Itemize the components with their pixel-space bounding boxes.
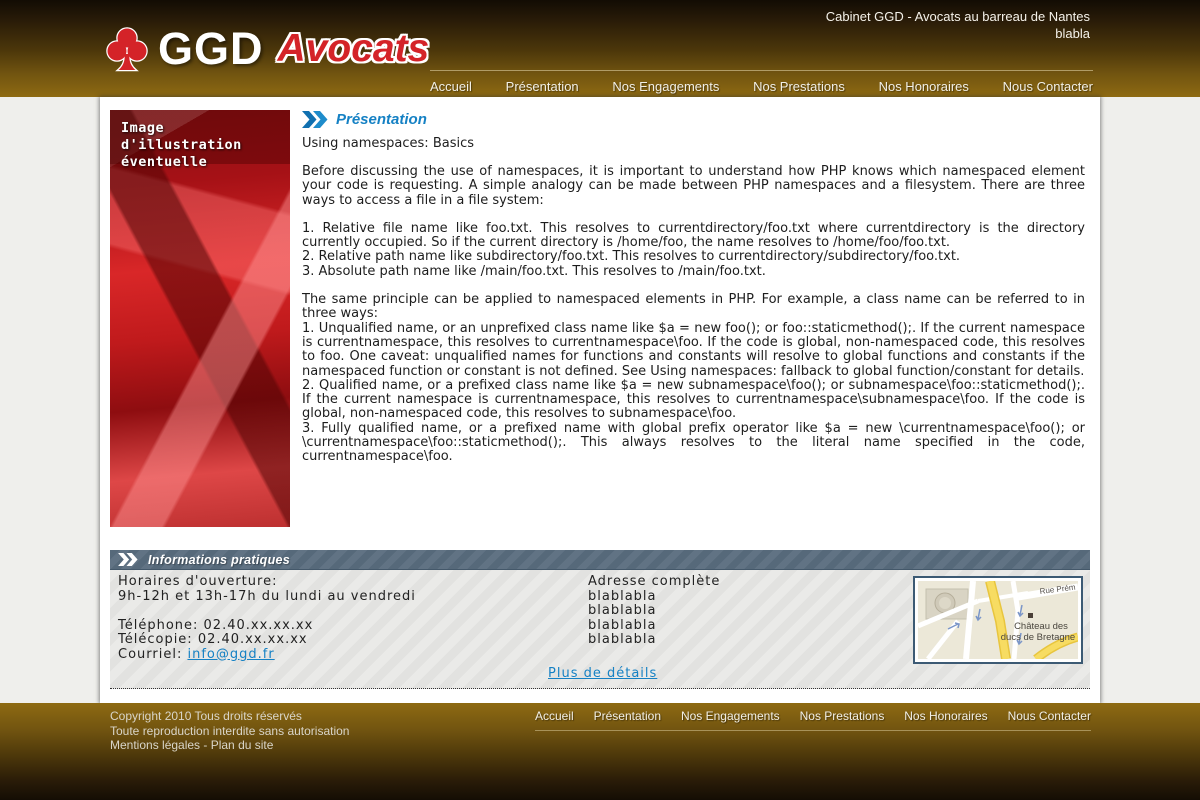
list-item: 2. Relative path name like subdirectory/foo.txt. This resolves to currentdirectory/subdirectory/foo.txt.	[302, 249, 961, 265]
nav-accueil[interactable]: Accueil	[430, 79, 472, 94]
illustration-caption: Image d'illustration éventuelle	[121, 120, 242, 170]
double-chevron-icon	[302, 111, 328, 128]
list-item: 3. Absolute path name like /main/foo.txt. This resolves to /main/foo.txt.	[302, 263, 766, 279]
phone-line: Téléphone: 02.40.xx.xx.xx	[118, 617, 314, 633]
footer-nav	[535, 709, 1091, 731]
copyright-line1: Copyright 2010 Tous droits réservés	[110, 709, 302, 723]
file-access-list	[302, 222, 1085, 279]
tagline-line1: Cabinet GGD - Avocats au barreau de Nantes	[825, 9, 1090, 24]
list-item: 1. Unqualified name, or an unprefixed class name like $a = new foo(); or foo::staticmethod();. If the current namespace is currentnamespace, this resolves to currentnamespace\foo. If the code is global, non-namespaced code, this resolves to foo. One caveat: unqualified names for functions and constants will resolve to global functions and constants if the namespaced function or constant is not defined. See Using namespaces: fallback to global function/constant for details.	[302, 320, 1085, 379]
email-link[interactable]: info@ggd.fr	[187, 646, 275, 662]
fax-line: Télécopie: 02.40.xx.xx.xx	[118, 632, 308, 647]
paragraph-1: Before discussing the use of namespaces, it is important to understand how PHP knows which namespaced element your code is requesting. A simple analogy can be made between PHP namespaces and a filesystem. There are three ways to access a file in a file system:	[302, 164, 1085, 208]
logo-suffix-text: Avocats	[277, 27, 430, 70]
nav-contacter[interactable]: Nous Contacter	[1002, 79, 1093, 94]
content-wrapper	[100, 97, 1100, 703]
hours-label: Horaires d'ouverture:	[118, 574, 278, 589]
site-footer	[0, 703, 1200, 800]
site-header	[0, 0, 1200, 97]
double-chevron-icon	[118, 553, 138, 566]
section-heading	[302, 111, 1085, 128]
legal-links[interactable]: Mentions légales - Plan du site	[110, 738, 274, 752]
address-line: blablabla	[588, 603, 657, 618]
logo-brand-text: GGD	[158, 23, 264, 74]
copyright-block	[110, 709, 349, 753]
header-nav	[430, 70, 1093, 94]
nav-engagements[interactable]: Nos Engagements	[612, 79, 720, 94]
address-line: blablabla	[588, 632, 657, 647]
map-street-label: Rue Prém	[1039, 582, 1076, 596]
info-section-header	[110, 550, 1090, 570]
address-label: Adresse complète	[588, 574, 721, 589]
address-line: blablabla	[588, 588, 657, 604]
tagline-line2: blabla	[1055, 26, 1090, 41]
list-item: 2. Qualified name, or a prefixed class name like $a = new subnamespace\foo(); or subnamespace\foo::staticmethod();. If the current namespace is currentnamespace, this resolves to currentnamespace\subnamespace\foo. If the code is global, non-namespaced code, this resolves to subnamespace\foo.	[302, 377, 1085, 422]
more-details-link[interactable]: Plus de détails	[548, 666, 658, 681]
hours-value: 9h-12h et 13h-17h du lundi au vendredi	[118, 588, 416, 604]
list-item: 1. Relative file name like foo.txt. This resolves to currentdirectory/foo.txt where currentdirectory is the directory currently occupied. So if the current directory is /home/foo, the name resolves to /home/foo/foo.txt.	[302, 220, 1085, 251]
main-article	[302, 111, 1085, 465]
map-poi-label: Château des	[1014, 621, 1068, 632]
illustration-image	[110, 110, 290, 527]
info-section-body	[110, 570, 1090, 689]
footer-nav-honoraires[interactable]: Nos Honoraires	[904, 709, 988, 723]
nav-honoraires[interactable]: Nos Honoraires	[878, 79, 969, 94]
page-title: Présentation	[336, 111, 427, 128]
footer-nav-contacter[interactable]: Nous Contacter	[1007, 709, 1091, 723]
info-section-title: Informations pratiques	[148, 552, 291, 567]
map-poi-label: ducs de Bretagne	[1000, 632, 1076, 643]
opening-hours-block	[118, 575, 416, 662]
name-resolution-list	[302, 322, 1085, 465]
address-line: blablabla	[588, 617, 657, 633]
club-icon	[106, 26, 148, 72]
footer-nav-prestations[interactable]: Nos Prestations	[799, 709, 885, 723]
list-item: 3. Fully qualified name, or a prefixed name with global prefix operator like $a = new \currentnamespace\foo(); or \currentnamespace\foo::staticmethod();. This always resolves to the literal name specified in the code, currentnamespace\foo.	[302, 420, 1085, 465]
footer-nav-engagements[interactable]: Nos Engagements	[680, 709, 780, 723]
copyright-line2: Toute reproduction interdite sans autorisation	[110, 723, 350, 738]
article-intro: Using namespaces: Basics	[302, 136, 475, 151]
footer-nav-accueil[interactable]: Accueil	[535, 709, 574, 723]
map-image[interactable]	[913, 576, 1083, 664]
nav-prestations[interactable]: Nos Prestations	[753, 79, 845, 94]
email-line: Courriel: info@ggd.fr	[118, 646, 275, 662]
footer-nav-presentation[interactable]: Présentation	[593, 709, 662, 723]
logo[interactable]	[106, 23, 430, 74]
header-tagline	[826, 8, 1090, 42]
paragraph-2: The same principle can be applied to namespaced elements in PHP. For example, a class name can be referred to in three ways:	[302, 292, 1085, 322]
nav-presentation[interactable]: Présentation	[505, 79, 579, 94]
address-block	[588, 575, 720, 648]
